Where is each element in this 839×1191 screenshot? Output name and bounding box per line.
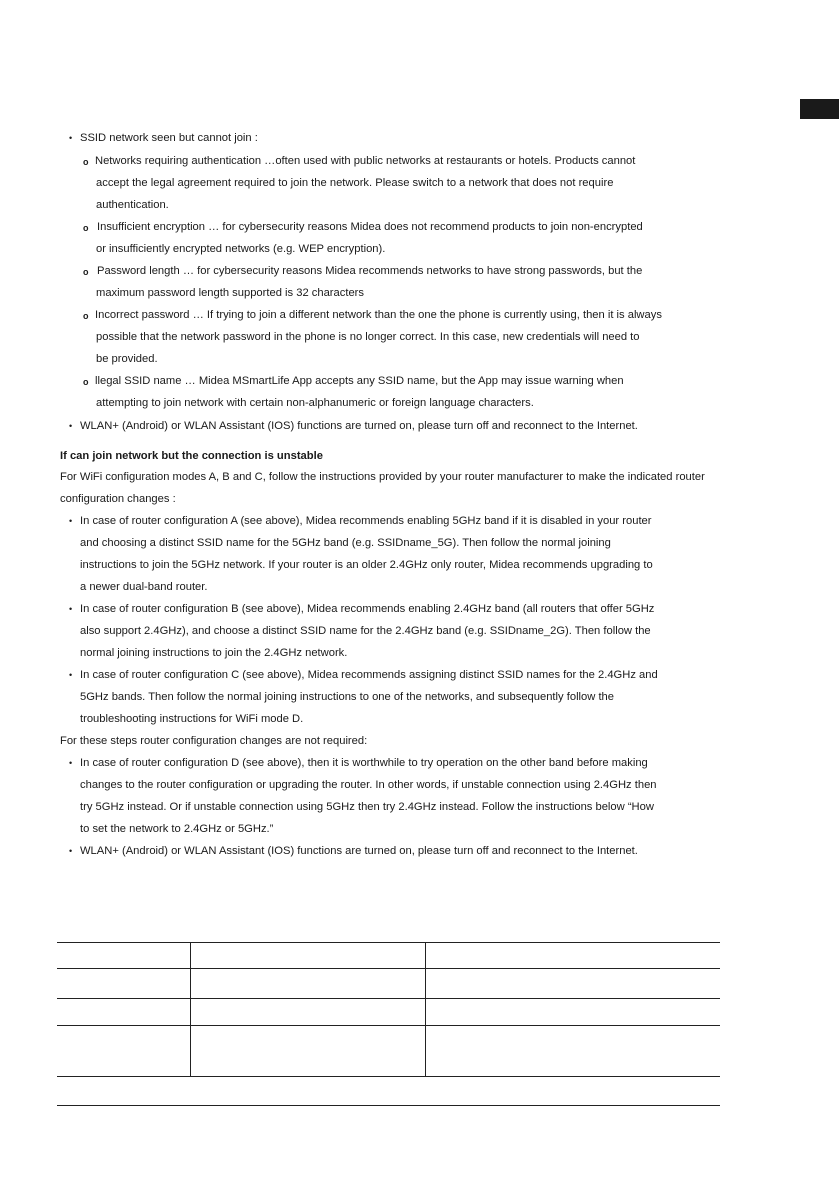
config-a-text-2: and choosing a distinct SSID name for the 5GHz band (e.g. SSIDname_5G). Then follow the normal joining (80, 537, 611, 549)
config-a-text-3: instructions to join the 5GHz network. If your router is an older 2.4GHz only router, Midea recommends upgrading to (80, 559, 653, 571)
sub-marker: o (83, 311, 89, 321)
password-length-text-2: maximum password length supported is 32 characters (96, 287, 365, 299)
auth-networks-text-3: authentication. (96, 199, 169, 211)
table-rule (57, 1076, 720, 1077)
auth-networks-text: Networks requiring authentication …often used with public networks at restaurants or hotels. Products cannot (95, 155, 636, 167)
config-d-text-2: changes to the router configuration or upgrading the router. In other words, if unstable connection using 2.4GHz then (80, 779, 657, 791)
incorrect-password-text-2: possible that the network password in the phone is no longer correct. In this case, new credentials will need to (96, 331, 640, 343)
table-column-divider (190, 942, 191, 1076)
config-d-text-4: to set the network to 2.4GHz or 5GHz.” (80, 823, 274, 835)
steps-intro-text: For these steps router configuration changes are not required: (60, 735, 368, 747)
bullet-marker: • (69, 758, 73, 768)
config-a-text-4: a newer dual-band router. (80, 581, 208, 593)
table-rule (57, 968, 720, 969)
config-d-text: In case of router configuration D (see above), then it is worthwhile to try operation on the other band before making (80, 757, 648, 769)
sub-marker: o (83, 377, 89, 387)
ssid-cannot-join-item: SSID network seen but cannot join : (80, 132, 258, 144)
section-heading: If can join network but the connection is unstable (60, 450, 323, 462)
config-d-text-3: try 5GHz instead. Or if unstable connection using 5GHz then try 2.4GHz instead. Follow the instructions below “How (80, 801, 654, 813)
encryption-text: Insufficient encryption … for cybersecurity reasons Midea does not recommend products to join non-encrypted (97, 221, 643, 233)
config-c-text-3: troubleshooting instructions for WiFi mode D. (80, 713, 304, 725)
table-column-divider (425, 942, 426, 1076)
bullet-marker: • (69, 604, 73, 614)
encryption-text-2: or insufficiently encrypted networks (e.g. WEP encryption). (96, 243, 386, 255)
illegal-ssid-text-2: attempting to join network with certain non-alphanumeric or foreign language characters. (96, 397, 534, 409)
auth-networks-text-2: accept the legal agreement required to join the network. Please switch to a network that does not require (96, 177, 614, 189)
config-c-text: In case of router configuration C (see above), Midea recommends assigning distinct SSID names for the 2.4GHz and (80, 669, 658, 681)
wlan-assistant-item-2: WLAN+ (Android) or WLAN Assistant (IOS) functions are turned on, please turn off and reconnect to the Internet. (80, 845, 638, 857)
bullet-marker: • (69, 846, 73, 856)
bullet-marker: • (69, 133, 73, 143)
config-c-text-2: 5GHz bands. Then follow the normal joining instructions to one of the networks, and subsequently follow the (80, 691, 614, 703)
table-rule (57, 942, 720, 943)
sub-marker: o (83, 223, 89, 233)
password-length-text: Password length … for cybersecurity reasons Midea recommends networks to have strong passwords, but the (97, 265, 643, 277)
sub-marker: o (83, 157, 89, 167)
bullet-marker: • (69, 421, 73, 431)
bullet-marker: • (69, 670, 73, 680)
incorrect-password-text-3: be provided. (96, 353, 158, 365)
page-tab-marker (800, 99, 839, 119)
intro-text: For WiFi configuration modes A, B and C, follow the instructions provided by your router manufacturer to make the indicated router (60, 471, 705, 483)
illegal-ssid-text: llegal SSID name … Midea MSmartLife App accepts any SSID name, but the App may issue warning when (95, 375, 624, 387)
table-rule (57, 1025, 720, 1026)
config-a-text: In case of router configuration A (see above), Midea recommends enabling 5GHz band if it is disabled in your router (80, 515, 652, 527)
config-b-text: In case of router configuration B (see above), Midea recommends enabling 2.4GHz band (all routers that offer 5GHz (80, 603, 655, 615)
incorrect-password-text: Incorrect password … If trying to join a different network than the one the phone is currently using, then it is always (95, 309, 662, 321)
intro-text-2: configuration changes : (60, 493, 176, 505)
table-rule (57, 1105, 720, 1106)
wlan-assistant-item: WLAN+ (Android) or WLAN Assistant (IOS) functions are turned on, please turn off and reconnect to the Internet. (80, 420, 638, 432)
sub-marker: o (83, 267, 89, 277)
table-rule (57, 998, 720, 999)
bullet-marker: • (69, 516, 73, 526)
config-b-text-3: normal joining instructions to join the 2.4GHz network. (80, 647, 348, 659)
config-b-text-2: also support 2.4GHz), and choose a distinct SSID name for the 2.4GHz band (e.g. SSIDname_2G). Then follow the (80, 625, 651, 637)
